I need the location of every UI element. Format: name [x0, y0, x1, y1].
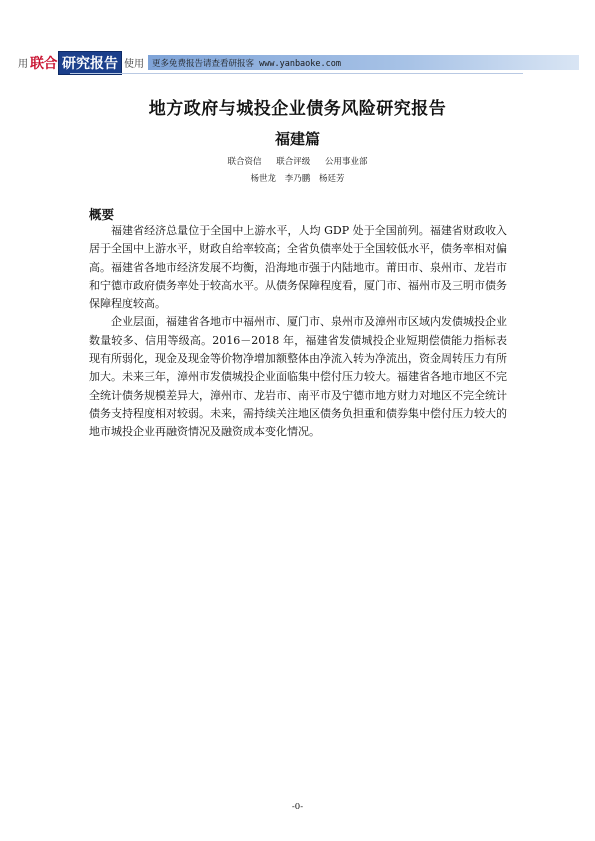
affiliation-item: 联合评级 [276, 157, 311, 167]
author-name: 杨世龙 [250, 174, 277, 184]
document-subtitle: 福建篇 [274, 130, 320, 148]
page-number: -0- [291, 802, 304, 812]
watermark-logo [29, 52, 122, 73]
watermark-banner [18, 52, 579, 73]
summary-paragraph: 福建省经济总量位于全国中上游水平，人均 GDP 处于全国前列。福建省财政收入居于全国中上游水平，财政自给率较高；全省负债率处于全国较低水平，债务率相对偏高。福建省各地市经济发展不均衡，沿海地市强于内陆地市。莆田市、泉州市、龙岩市和宁德市政府债务率处于较高水平。从债务保障程度看，厦门市、福州市及三明市债务保障程度较高。 [89, 224, 507, 311]
watermark-logo-box-text: 研究报告 [58, 51, 122, 75]
author-name: 李乃鹏 [284, 174, 311, 184]
summary-body [89, 222, 507, 442]
authors [0, 172, 595, 184]
watermark-link-text[interactable]: 更多免费报告请查看研报客 www.yanbaoke.com [152, 58, 341, 69]
header-divider [70, 73, 523, 74]
author-name: 杨廷芳 [318, 174, 345, 184]
summary-paragraph: 企业层面，福建省各地市中福州市、厦门市、泉州市及漳州市区域内发债城投企业数量较多、信用等级高。2016－2018 年，福建省发债城投企业短期偿债能力指标表现有所弱化，现金及现金等价物净增加额整体由净流入转为净流出，资金周转压力有所加大。未来三年，漳州市发债城投企业面临集中偿付压力较大。福建省各地市地区不完全统计债务规模差异大，漳州市、龙岩市、南平市及宁德市地方财力对地区不完全统计债务支持程度相对较弱。未来，需持续关注地区债务负担重和债券集中偿付压力较大的地市城投企业再融资情况及融资成本变化情况。 [89, 315, 507, 439]
section-heading-summary: 概要 [89, 207, 115, 222]
watermark-link-band[interactable] [148, 55, 579, 70]
affiliation-item: 公用事业部 [324, 157, 368, 167]
document-title: 地方政府与城投企业债务风险研究报告 [148, 99, 447, 119]
affiliations [0, 155, 595, 167]
affiliation-item: 联合资信 [227, 157, 262, 167]
watermark-logo-red-text: 联合 [30, 55, 57, 72]
watermark-prefix: 用 [18, 59, 28, 70]
watermark-suffix: 使用 [124, 59, 144, 70]
